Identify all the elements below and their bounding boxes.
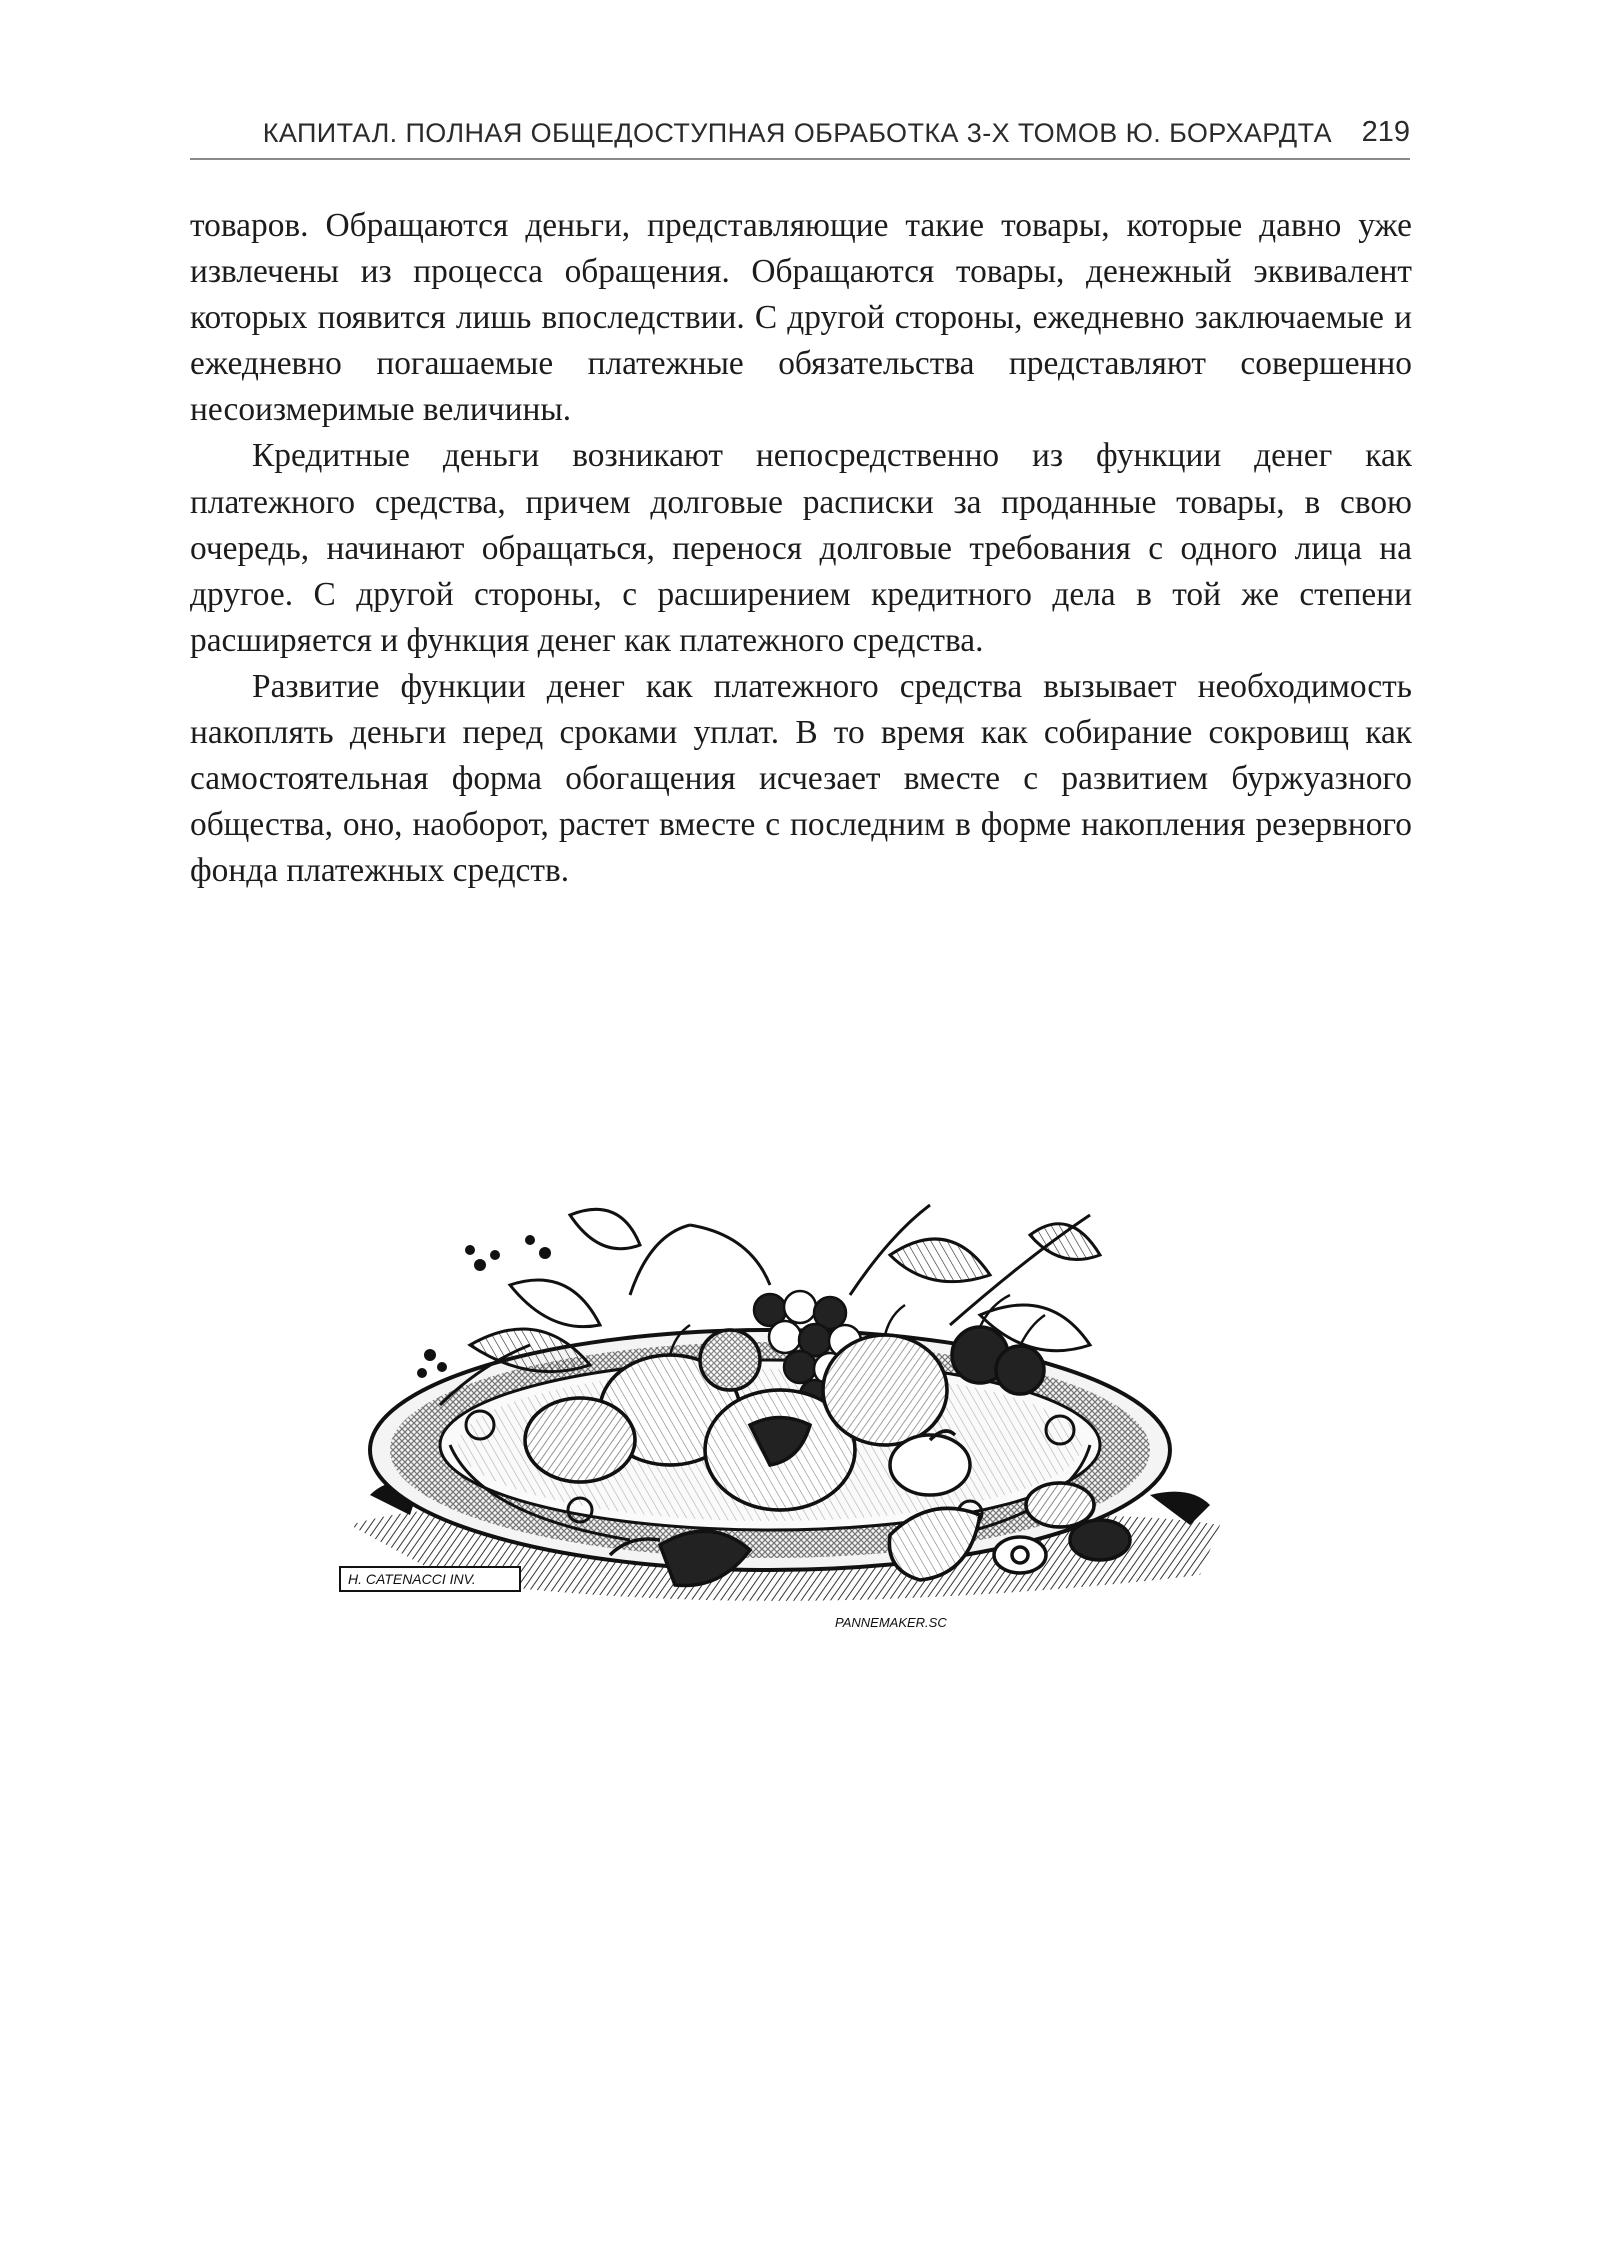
page-number: 219 [1361, 116, 1410, 148]
paragraph-3: Развитие функции денег как платежного средства вызывает необходимость накоплять деньги перед сроками уплат. В то время как собирание сокровищ как самостоятельная форма обогащения исчезает вместе с развитием буржуазного общества, оно, наоборот, растет вместе с последним в форме накопления резервного фонда платежных средств. [190, 667, 1412, 890]
signature-left: H. CATENACCI INV. [348, 1571, 476, 1587]
paragraph-1: товаров. Обращаются деньги, представляющие такие товары, которые давно уже извлечены из процесса обращения. Обращаются товары, денежный эквивалент которых появится лишь впоследствии. С другой стороны, ежедневно заключаемые и ежедневно погашаемые платежные обязательства представляют совершенно несоизмеримые величины. [190, 207, 1412, 429]
running-title: КАПИТАЛ. ПОЛНАЯ ОБЩЕДОСТУПНАЯ ОБРАБОТКА 3-Х ТОМОВ Ю. БОРХАРДТА [262, 118, 1332, 148]
body-text [190, 203, 1412, 894]
fruit-platter-engraving [330, 1195, 1230, 1665]
paragraph-2: Кредитные деньги возникают непосредственно из функции денег как платежного средства, причем долговые расписки за проданные товары, в свою очередь, начинают обращаться, перенося долговые требования с одного лица на другое. С другой стороны, с расширением кредитного дела в той же степени расширяется и функция денег как платежного средства. [190, 437, 1412, 659]
engraving-illustration [330, 1195, 1230, 1665]
running-header [190, 110, 1410, 160]
signature-right: PANNEMAKER.SC [835, 1615, 947, 1630]
